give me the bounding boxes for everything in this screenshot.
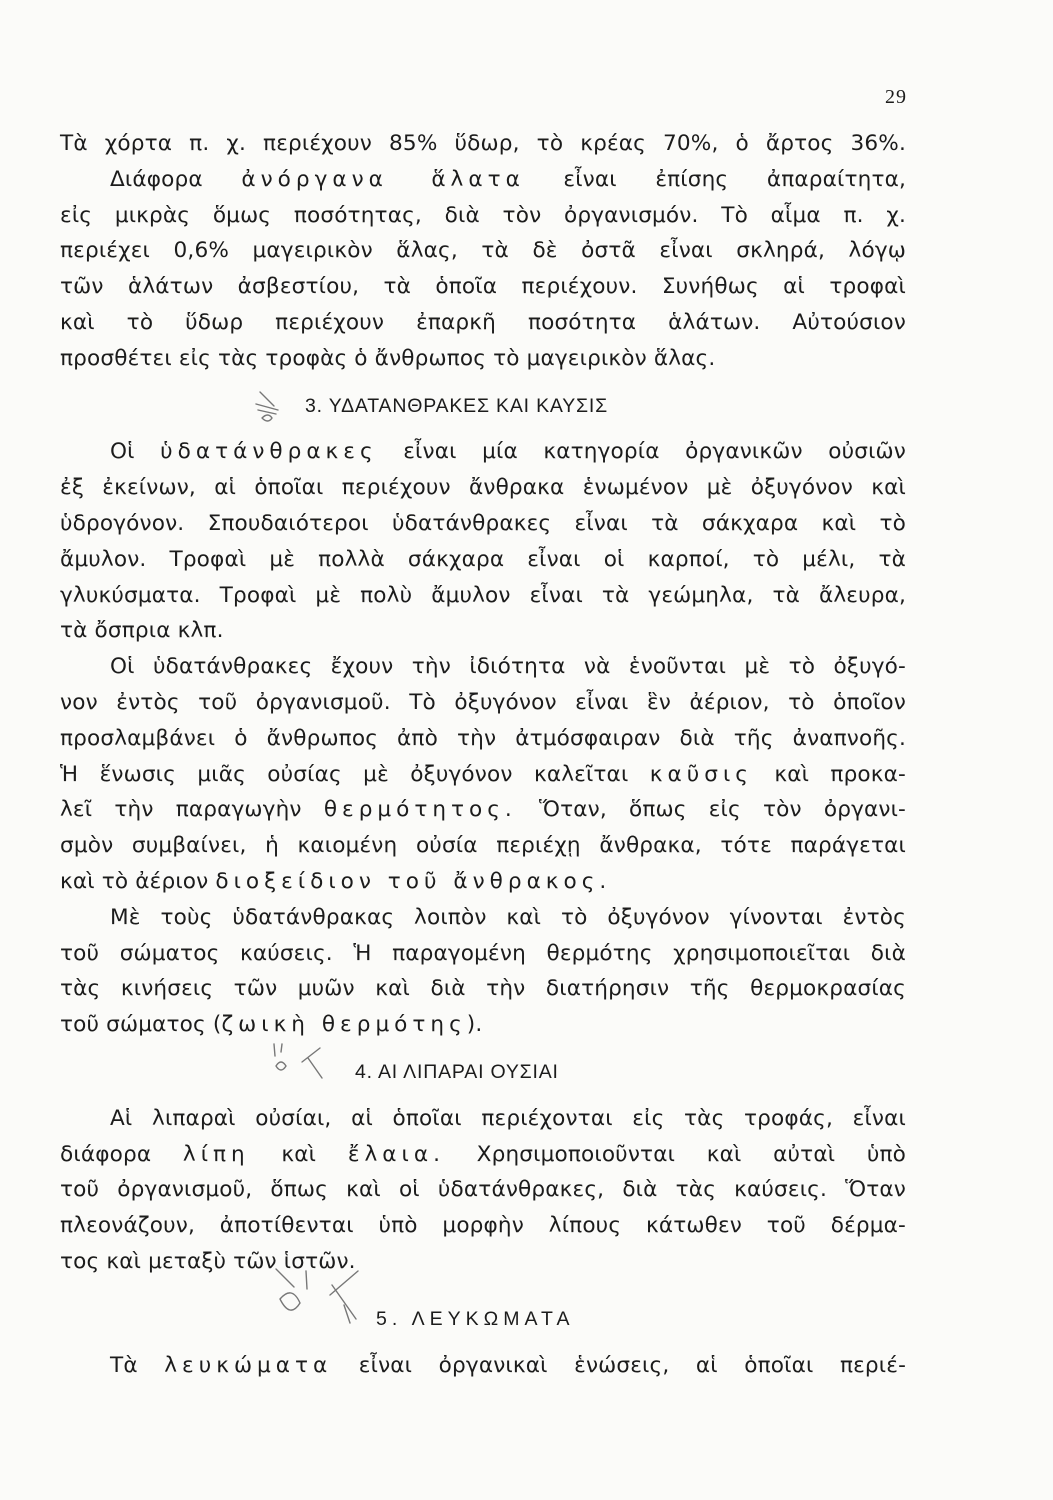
text-run: Ἡ ἕνωσις μιᾶς οὐσίας μὲ ὀξυγόνον καλεῖται [60,761,629,787]
text-line: ἄμυλον. Τροφαὶ μὲ πολλὰ σάκχαρα εἶναι οἱ καρποί, τὸ μέλι, τὰ [60,546,906,572]
text-line: τος καὶ μεταξὺ τῶν ἱστῶν. [60,1248,356,1274]
text-line: πλεονάζουν, ἀποτίθενται ὑπὸ μορφὴν λίπους κάτωθεν τοῦ δέρμα- [60,1213,906,1239]
text-line [60,864,906,900]
text-run: διάφορα [60,1141,152,1167]
text-run: εἶναι μία κατηγορία ὀργανικῶν οὐσιῶν [403,439,906,465]
text-line: εἰς μικρὰς ὅμως ποσότητας, διὰ τὸν ὀργανισμόν. Τὸ αἷμα π. χ. [60,202,906,228]
emphasized-term: ἀνόργανα ἅλατα [241,166,525,192]
emphasized-term: λίπη [182,1141,250,1167]
section-heading: 5. ΛΕΥΚΩΜΑΤΑ [376,1307,575,1330]
emphasized-term: ὑδατάνθρακες [160,439,378,465]
text-line [60,792,906,828]
text-line [60,1137,906,1173]
emphasized-term: θερμότητος. [323,797,517,823]
text-line: καὶ τὸ ὕδωρ περιέχουν ἐπαρκῆ ποσότητα ἁλάτων. Αὐτούσιον [60,309,906,335]
emphasized-term: λευκώματα [164,1352,333,1378]
paragraph [60,1101,906,1280]
emphasized-term: ζωικὴ θερμότης [221,1012,467,1038]
text-line: γλυκύσματα. Τροφαὶ μὲ πολὺ ἄμυλον εἶναι τὰ γεώμηλα, τὰ ἄλευρα, [60,582,906,608]
emphasized-term: διοξείδιον τοῦ ἄνθρακος. [215,868,612,894]
text-run: καὶ προκα- [774,761,906,787]
text-run: Χρησιμοποιοῦνται καὶ αὐταὶ ὑπὸ [476,1141,907,1167]
text-run: Τὰ [110,1352,138,1378]
paragraph [60,162,906,377]
text-line: τὰς κινήσεις τῶν μυῶν καὶ διὰ τὴν διατήρησιν τῆς θερμοκρασίας [60,976,906,1002]
text-line: Τὰ χόρτα π. χ. περιέχουν 85% ὕδωρ, τὸ κρέας 70%, ὁ ἄρτος 36%. [60,131,906,156]
text-line [60,757,906,793]
text-line: Μὲ τοὺς ὑδατάνθρακας λοιπὸν καὶ τὸ ὀξυγόνον γίνονται ἐντὸς [110,904,906,930]
text-run: εἶναι ὀργανικαὶ ἑνώσεις, αἱ ὁποῖαι περιέ- [358,1352,907,1378]
text-line: Αἱ λιπαραὶ οὐσίαι, αἱ ὁποῖαι περιέχονται εἰς τὰς τροφάς, εἶναι [110,1105,906,1131]
text-run: εἶναι ἐπίσης ἀπαραίτητα, [563,166,906,192]
text-line: προσθέτει εἰς τὰς τροφὰς ὁ ἄνθρωπος τὸ μαγειρικὸν ἅλας. [60,345,716,371]
paragraph [60,1348,906,1384]
text-line: τοῦ ὀργανισμοῦ, ὅπως καὶ οἱ ὑδατάνθρακες, διὰ τὰς καύσεις. Ὅταν [60,1177,906,1203]
page-number: 29 [885,86,907,108]
paragraph [60,900,906,1043]
text-line: περιέχει 0,6% μαγειρικὸν ἅλας, τὰ δὲ ὀστᾶ εἶναι σκληρά, λόγῳ [60,238,906,264]
text-line: προσλαμβάνει ὁ ἄνθρωπος ἀπὸ τὴν ἀτμόσφαιραν διὰ τῆς ἀναπνοῆς. [60,725,906,751]
text-line [60,162,906,198]
text-run: καὶ τὸ ἀέριον [60,868,209,894]
text-line [60,1007,906,1043]
paragraph [60,126,906,162]
text-body [60,126,906,1383]
text-line: τὰ ὄσπρια κλπ. [60,618,224,644]
text-line: ἐξ ἐκείνων, αἱ ὁποῖαι περιέχουν ἄνθρακα ἑνωμένον μὲ ὀξυγόνον καὶ [60,475,906,501]
text-run: ). [466,1012,483,1038]
text-line: ὑδρογόνον. Σπουδαιότεροι ὑδατάνθρακες εἶναι τὰ σάκχαρα καὶ τὸ [60,510,906,536]
text-run: καὶ [281,1141,317,1167]
text-run: Ὅταν, ὅπως εἰς τὸν ὀργανι- [538,797,907,823]
emphasized-term: ἔλαια. [347,1141,445,1167]
text-run: τοῦ σώματος ( [60,1012,222,1038]
text-line: τῶν ἁλάτων ἀσβεστίου, τὰ ὁποῖα περιέχουν. Συνήθως αἱ τροφαὶ [60,274,906,300]
text-line [60,1348,906,1384]
section-heading: 4. ΑΙ ΛΙΠΑΡΑΙ ΟΥΣΙΑΙ [355,1060,559,1083]
text-run: Διάφορα [110,166,203,192]
text-line: νον ἐντὸς τοῦ ὀργανισμοῦ. Τὸ ὀξυγόνον εἶναι ἓν ἀέριον, τὸ ὁποῖον [60,689,906,715]
paragraph [60,434,906,649]
section-heading: 3. ΥΔΑΤΑΝΘΡΑΚΕΣ ΚΑΙ ΚΑΥΣΙΣ [305,394,608,417]
text-line [60,434,906,470]
text-line: σμὸν συμβαίνει, ἡ καιομένη οὐσία περιέχῃ ἄνθρακα, τότε παράγεται [60,833,906,859]
text-line: τοῦ σώματος καύσεις. Ἡ παραγομένη θερμότης χρησιμοποιεῖται διὰ [60,940,906,966]
emphasized-term: καῦσις [649,761,753,787]
text-line: Οἱ ὑδατάνθρακες ἔχουν τὴν ἰδιότητα νὰ ἑνοῦνται μὲ τὸ ὀξυγό- [110,654,906,680]
paragraph [60,649,906,900]
text-run: λεῖ τὴν παραγωγὴν [60,797,302,823]
text-run: Οἱ [110,439,135,465]
